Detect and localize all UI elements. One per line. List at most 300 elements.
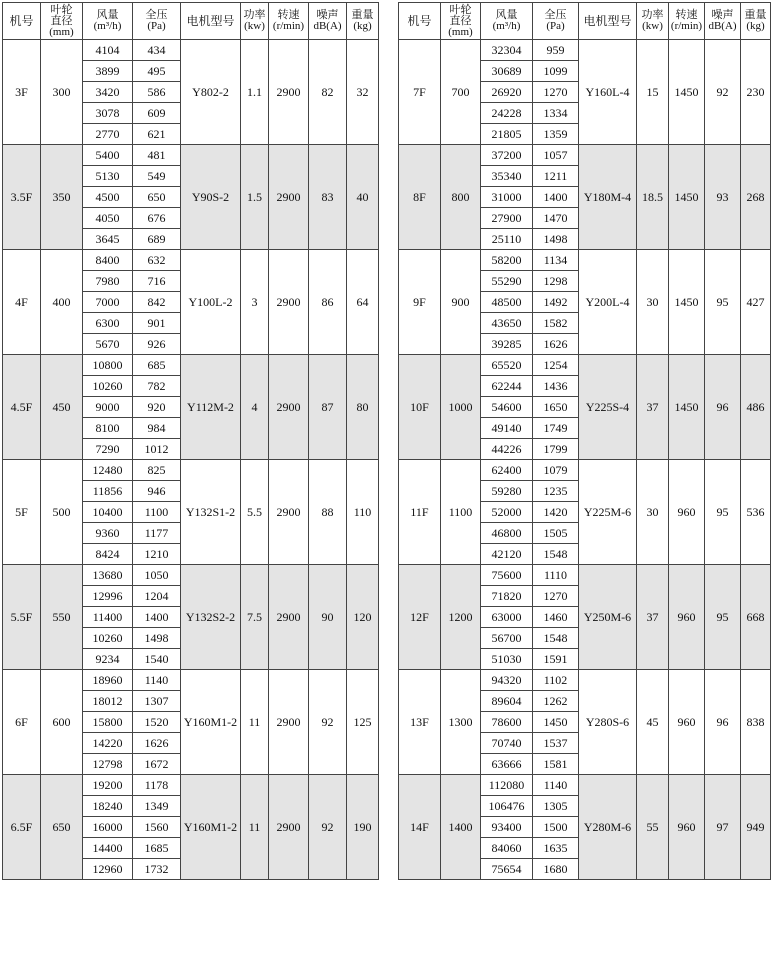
- model-cell: 4.5F: [3, 355, 41, 460]
- airflow-cell: 14220: [83, 733, 133, 754]
- power-cell: 4: [241, 355, 269, 460]
- header-speed-line: 转速: [277, 9, 300, 21]
- model-cell: 5F: [3, 460, 41, 565]
- header-row: [3, 3, 379, 40]
- airflow-cell: 75654: [481, 859, 533, 880]
- airflow-cell: 58200: [481, 250, 533, 271]
- pressure-cell: 946: [133, 481, 181, 502]
- table-row: [3, 565, 379, 586]
- airflow-cell: 89604: [481, 691, 533, 712]
- speed-cell: 2900: [269, 40, 309, 145]
- diameter-cell: 600: [41, 670, 83, 775]
- airflow-cell: 12798: [83, 754, 133, 775]
- noise-cell: 83: [309, 145, 347, 250]
- header-noise-line: 噪声: [316, 9, 339, 21]
- header-airflow-line: 风量: [495, 9, 518, 21]
- pressure-cell: 1270: [533, 82, 579, 103]
- pressure-cell: 1650: [533, 397, 579, 418]
- weight-cell: 120: [347, 565, 379, 670]
- model-cell: 6F: [3, 670, 41, 775]
- header-noise: [309, 3, 347, 40]
- table-row: [3, 670, 379, 691]
- header-speed: [669, 3, 705, 40]
- pressure-cell: 1100: [133, 502, 181, 523]
- airflow-cell: 44226: [481, 439, 533, 460]
- pressure-cell: 1500: [533, 817, 579, 838]
- diameter-cell: 550: [41, 565, 83, 670]
- airflow-cell: 5670: [83, 334, 133, 355]
- pressure-cell: 716: [133, 271, 181, 292]
- speed-cell: 960: [669, 670, 705, 775]
- table-row: [3, 250, 379, 271]
- weight-cell: 268: [741, 145, 771, 250]
- header-power-line: 功率: [641, 9, 664, 21]
- airflow-cell: 62244: [481, 376, 533, 397]
- airflow-cell: 12996: [83, 586, 133, 607]
- pressure-cell: 1178: [133, 775, 181, 796]
- speed-cell: 1450: [669, 355, 705, 460]
- airflow-cell: 12480: [83, 460, 133, 481]
- pressure-cell: 1235: [533, 481, 579, 502]
- pressure-cell: 1626: [133, 733, 181, 754]
- header-motor-label: 电机型号: [583, 13, 632, 28]
- header-diameter-line: 直径: [50, 14, 73, 27]
- pressure-cell: 1334: [533, 103, 579, 124]
- diameter-cell: 300: [41, 40, 83, 145]
- pressure-cell: 1211: [533, 166, 579, 187]
- airflow-cell: 10260: [83, 376, 133, 397]
- power-cell: 55: [637, 775, 669, 880]
- header-speed: [269, 3, 309, 40]
- table-header: [3, 3, 379, 40]
- airflow-cell: 5400: [83, 145, 133, 166]
- pressure-cell: 549: [133, 166, 181, 187]
- header-model: [3, 3, 41, 40]
- header-pressure: [133, 3, 181, 40]
- power-cell: 30: [637, 460, 669, 565]
- speed-cell: 2900: [269, 145, 309, 250]
- airflow-cell: 7980: [83, 271, 133, 292]
- header-weight-line: (kg): [746, 20, 765, 32]
- pressure-cell: 1298: [533, 271, 579, 292]
- model-cell: 3F: [3, 40, 41, 145]
- motor-cell: Y225S-4: [579, 355, 637, 460]
- motor-cell: Y90S-2: [181, 145, 241, 250]
- motor-cell: Y132S2-2: [181, 565, 241, 670]
- pressure-cell: 1305: [533, 796, 579, 817]
- airflow-cell: 65520: [481, 355, 533, 376]
- header-power-line: 功率: [243, 9, 266, 21]
- pressure-cell: 1672: [133, 754, 181, 775]
- noise-cell: 92: [705, 40, 741, 145]
- pressure-cell: 1102: [533, 670, 579, 691]
- pressure-cell: 1548: [533, 628, 579, 649]
- motor-cell: Y280S-6: [579, 670, 637, 775]
- speed-cell: 960: [669, 775, 705, 880]
- pressure-cell: 1204: [133, 586, 181, 607]
- diameter-cell: 350: [41, 145, 83, 250]
- header-airflow-line: (m³/h): [93, 20, 122, 32]
- header-diameter-line: 叶轮: [50, 3, 73, 16]
- table-row: [399, 670, 771, 691]
- pressure-cell: 1626: [533, 334, 579, 355]
- model-cell: 3.5F: [3, 145, 41, 250]
- pressure-cell: 1680: [533, 859, 579, 880]
- airflow-cell: 19200: [83, 775, 133, 796]
- airflow-cell: 35340: [481, 166, 533, 187]
- pressure-cell: 1685: [133, 838, 181, 859]
- pressure-cell: 1270: [533, 586, 579, 607]
- airflow-cell: 39285: [481, 334, 533, 355]
- header-weight: [347, 3, 379, 40]
- pressure-cell: 1110: [533, 565, 579, 586]
- pressure-cell: 1420: [533, 502, 579, 523]
- pressure-cell: 1012: [133, 439, 181, 460]
- noise-cell: 92: [309, 775, 347, 880]
- pressure-cell: 926: [133, 334, 181, 355]
- motor-cell: Y180M-4: [579, 145, 637, 250]
- airflow-cell: 55290: [481, 271, 533, 292]
- airflow-cell: 2770: [83, 124, 133, 145]
- airflow-cell: 78600: [481, 712, 533, 733]
- pressure-cell: 1307: [133, 691, 181, 712]
- pressure-cell: 1540: [133, 649, 181, 670]
- header-noise-line: dB(A): [708, 20, 737, 32]
- airflow-cell: 59280: [481, 481, 533, 502]
- speed-cell: 2900: [269, 775, 309, 880]
- airflow-cell: 10400: [83, 502, 133, 523]
- model-cell: 6.5F: [3, 775, 41, 880]
- pressure-cell: 1560: [133, 817, 181, 838]
- table-row: [399, 775, 771, 796]
- table-row: [3, 40, 379, 61]
- motor-cell: Y112M-2: [181, 355, 241, 460]
- model-cell: 7F: [399, 40, 441, 145]
- pressure-cell: 782: [133, 376, 181, 397]
- airflow-cell: 9234: [83, 649, 133, 670]
- table-row: [399, 250, 771, 271]
- header-noise-line: dB(A): [313, 20, 342, 32]
- pressure-cell: 1470: [533, 208, 579, 229]
- motor-cell: Y160M1-2: [181, 670, 241, 775]
- diameter-cell: 800: [441, 145, 481, 250]
- header-airflow-line: 风量: [96, 9, 119, 21]
- header-power: [637, 3, 669, 40]
- model-cell: 12F: [399, 565, 441, 670]
- weight-cell: 427: [741, 250, 771, 355]
- speed-cell: 2900: [269, 670, 309, 775]
- pressure-cell: 1210: [133, 544, 181, 565]
- pressure-cell: 481: [133, 145, 181, 166]
- fan-spec-table-left: [2, 2, 379, 880]
- pressure-cell: 1582: [533, 313, 579, 334]
- header-diameter-line: 直径: [449, 14, 472, 27]
- power-cell: 15: [637, 40, 669, 145]
- model-cell: 5.5F: [3, 565, 41, 670]
- header-pressure-line: 全压: [145, 9, 168, 21]
- airflow-cell: 42120: [481, 544, 533, 565]
- header-speed-line: 转速: [675, 9, 698, 21]
- pressure-cell: 1581: [533, 754, 579, 775]
- table-row: [399, 40, 771, 61]
- pressure-cell: 959: [533, 40, 579, 61]
- airflow-cell: 9360: [83, 523, 133, 544]
- airflow-cell: 3420: [83, 82, 133, 103]
- header-model-label: 机号: [9, 13, 34, 28]
- speed-cell: 1450: [669, 145, 705, 250]
- header-power-line: (kw): [642, 20, 663, 32]
- airflow-cell: 32304: [481, 40, 533, 61]
- header-diameter-line: (mm): [448, 25, 473, 38]
- pressure-cell: 1254: [533, 355, 579, 376]
- pressure-cell: 1749: [533, 418, 579, 439]
- motor-cell: Y100L-2: [181, 250, 241, 355]
- pressure-cell: 676: [133, 208, 181, 229]
- airflow-cell: 10260: [83, 628, 133, 649]
- noise-cell: 86: [309, 250, 347, 355]
- weight-cell: 190: [347, 775, 379, 880]
- diameter-cell: 1200: [441, 565, 481, 670]
- header-pressure: [533, 3, 579, 40]
- diameter-cell: 700: [441, 40, 481, 145]
- noise-cell: 95: [705, 460, 741, 565]
- header-row: [399, 3, 771, 40]
- airflow-cell: 24228: [481, 103, 533, 124]
- weight-cell: 668: [741, 565, 771, 670]
- speed-cell: 2900: [269, 565, 309, 670]
- header-weight-line: 重量: [744, 9, 767, 21]
- header-motor: [579, 3, 637, 40]
- table-row: [3, 460, 379, 481]
- airflow-cell: 7290: [83, 439, 133, 460]
- airflow-cell: 63666: [481, 754, 533, 775]
- diameter-cell: 1000: [441, 355, 481, 460]
- header-pressure-line: 全压: [544, 9, 567, 21]
- pressure-cell: 434: [133, 40, 181, 61]
- motor-cell: Y160L-4: [579, 40, 637, 145]
- speed-cell: 1450: [669, 40, 705, 145]
- pressure-cell: 984: [133, 418, 181, 439]
- airflow-cell: 12960: [83, 859, 133, 880]
- pressure-cell: 901: [133, 313, 181, 334]
- header-noise: [705, 3, 741, 40]
- pressure-cell: 1498: [133, 628, 181, 649]
- pressure-cell: 1057: [533, 145, 579, 166]
- power-cell: 18.5: [637, 145, 669, 250]
- power-cell: 11: [241, 670, 269, 775]
- pressure-cell: 920: [133, 397, 181, 418]
- pressure-cell: 1591: [533, 649, 579, 670]
- pressure-cell: 650: [133, 187, 181, 208]
- header-noise-line: 噪声: [711, 9, 734, 21]
- pressure-cell: 685: [133, 355, 181, 376]
- power-cell: 30: [637, 250, 669, 355]
- power-cell: 11: [241, 775, 269, 880]
- header-power: [241, 3, 269, 40]
- airflow-cell: 56700: [481, 628, 533, 649]
- weight-cell: 230: [741, 40, 771, 145]
- header-model-label: 机号: [407, 13, 432, 28]
- noise-cell: 96: [705, 670, 741, 775]
- weight-cell: 40: [347, 145, 379, 250]
- airflow-cell: 8400: [83, 250, 133, 271]
- pressure-cell: 1492: [533, 292, 579, 313]
- airflow-cell: 18240: [83, 796, 133, 817]
- pressure-cell: 586: [133, 82, 181, 103]
- weight-cell: 110: [347, 460, 379, 565]
- power-cell: 1.1: [241, 40, 269, 145]
- airflow-cell: 112080: [481, 775, 533, 796]
- pressure-cell: 1177: [133, 523, 181, 544]
- table-row: [399, 565, 771, 586]
- pressure-cell: 1349: [133, 796, 181, 817]
- pressure-cell: 1099: [533, 61, 579, 82]
- pressure-cell: 1799: [533, 439, 579, 460]
- airflow-cell: 4104: [83, 40, 133, 61]
- noise-cell: 87: [309, 355, 347, 460]
- power-cell: 1.5: [241, 145, 269, 250]
- header-airflow: [83, 3, 133, 40]
- airflow-cell: 46800: [481, 523, 533, 544]
- table-row: [399, 145, 771, 166]
- motor-cell: Y160M1-2: [181, 775, 241, 880]
- pressure-cell: 1732: [133, 859, 181, 880]
- pressure-cell: 1498: [533, 229, 579, 250]
- diameter-cell: 450: [41, 355, 83, 460]
- table-row: [3, 145, 379, 166]
- pressure-cell: 1520: [133, 712, 181, 733]
- pressure-cell: 1537: [533, 733, 579, 754]
- airflow-cell: 62400: [481, 460, 533, 481]
- header-diameter: [441, 3, 481, 40]
- pressure-cell: 1436: [533, 376, 579, 397]
- airflow-cell: 51030: [481, 649, 533, 670]
- airflow-cell: 3078: [83, 103, 133, 124]
- pressure-cell: 1400: [133, 607, 181, 628]
- header-diameter-line: (mm): [49, 25, 74, 38]
- airflow-cell: 25110: [481, 229, 533, 250]
- header-airflow-line: (m³/h): [492, 20, 521, 32]
- pressure-cell: 632: [133, 250, 181, 271]
- noise-cell: 96: [705, 355, 741, 460]
- speed-cell: 2900: [269, 355, 309, 460]
- noise-cell: 90: [309, 565, 347, 670]
- motor-cell: Y280M-6: [579, 775, 637, 880]
- fan-spec-table-right: [398, 2, 771, 880]
- airflow-cell: 11856: [83, 481, 133, 502]
- header-pressure-line: (Pa): [546, 20, 565, 32]
- pressure-cell: 1140: [133, 670, 181, 691]
- header-weight: [741, 3, 771, 40]
- table-row: [3, 775, 379, 796]
- table-body: [3, 40, 379, 880]
- airflow-cell: 18960: [83, 670, 133, 691]
- pressure-cell: 495: [133, 61, 181, 82]
- motor-cell: Y132S1-2: [181, 460, 241, 565]
- motor-cell: Y802-2: [181, 40, 241, 145]
- airflow-cell: 31000: [481, 187, 533, 208]
- speed-cell: 960: [669, 565, 705, 670]
- header-diameter: [41, 3, 83, 40]
- noise-cell: 93: [705, 145, 741, 250]
- airflow-cell: 18012: [83, 691, 133, 712]
- pressure-cell: 1450: [533, 712, 579, 733]
- power-cell: 45: [637, 670, 669, 775]
- airflow-cell: 70740: [481, 733, 533, 754]
- diameter-cell: 650: [41, 775, 83, 880]
- airflow-cell: 26920: [481, 82, 533, 103]
- pressure-cell: 1400: [533, 187, 579, 208]
- pressure-cell: 842: [133, 292, 181, 313]
- weight-cell: 64: [347, 250, 379, 355]
- airflow-cell: 4050: [83, 208, 133, 229]
- pressure-cell: 1635: [533, 838, 579, 859]
- header-airflow: [481, 3, 533, 40]
- header-diameter-line: 叶轮: [449, 3, 472, 16]
- pressure-cell: 609: [133, 103, 181, 124]
- motor-cell: Y250M-6: [579, 565, 637, 670]
- pressure-cell: 1079: [533, 460, 579, 481]
- power-cell: 5.5: [241, 460, 269, 565]
- speed-cell: 960: [669, 460, 705, 565]
- header-motor-label: 电机型号: [186, 13, 235, 28]
- airflow-cell: 37200: [481, 145, 533, 166]
- airflow-cell: 13680: [83, 565, 133, 586]
- airflow-cell: 75600: [481, 565, 533, 586]
- power-cell: 3: [241, 250, 269, 355]
- airflow-cell: 71820: [481, 586, 533, 607]
- weight-cell: 486: [741, 355, 771, 460]
- airflow-cell: 30689: [481, 61, 533, 82]
- table-row: [3, 355, 379, 376]
- airflow-cell: 48500: [481, 292, 533, 313]
- header-speed-line: (r/min): [272, 20, 305, 32]
- airflow-cell: 63000: [481, 607, 533, 628]
- airflow-cell: 15800: [83, 712, 133, 733]
- motor-cell: Y225M-6: [579, 460, 637, 565]
- speed-cell: 2900: [269, 250, 309, 355]
- header-model: [399, 3, 441, 40]
- model-cell: 14F: [399, 775, 441, 880]
- model-cell: 10F: [399, 355, 441, 460]
- pressure-cell: 1548: [533, 544, 579, 565]
- model-cell: 11F: [399, 460, 441, 565]
- weight-cell: 949: [741, 775, 771, 880]
- pressure-cell: 1359: [533, 124, 579, 145]
- table-row: [399, 355, 771, 376]
- noise-cell: 97: [705, 775, 741, 880]
- airflow-cell: 106476: [481, 796, 533, 817]
- table-header: [399, 3, 771, 40]
- pressure-cell: 1134: [533, 250, 579, 271]
- pressure-cell: 689: [133, 229, 181, 250]
- airflow-cell: 16000: [83, 817, 133, 838]
- model-cell: 8F: [399, 145, 441, 250]
- airflow-cell: 7000: [83, 292, 133, 313]
- pressure-cell: 621: [133, 124, 181, 145]
- table-body: [399, 40, 771, 880]
- diameter-cell: 500: [41, 460, 83, 565]
- power-cell: 37: [637, 355, 669, 460]
- header-weight-line: (kg): [353, 20, 372, 32]
- pressure-cell: 1050: [133, 565, 181, 586]
- weight-cell: 32: [347, 40, 379, 145]
- noise-cell: 95: [705, 250, 741, 355]
- noise-cell: 82: [309, 40, 347, 145]
- airflow-cell: 4500: [83, 187, 133, 208]
- pressure-cell: 1140: [533, 775, 579, 796]
- noise-cell: 95: [705, 565, 741, 670]
